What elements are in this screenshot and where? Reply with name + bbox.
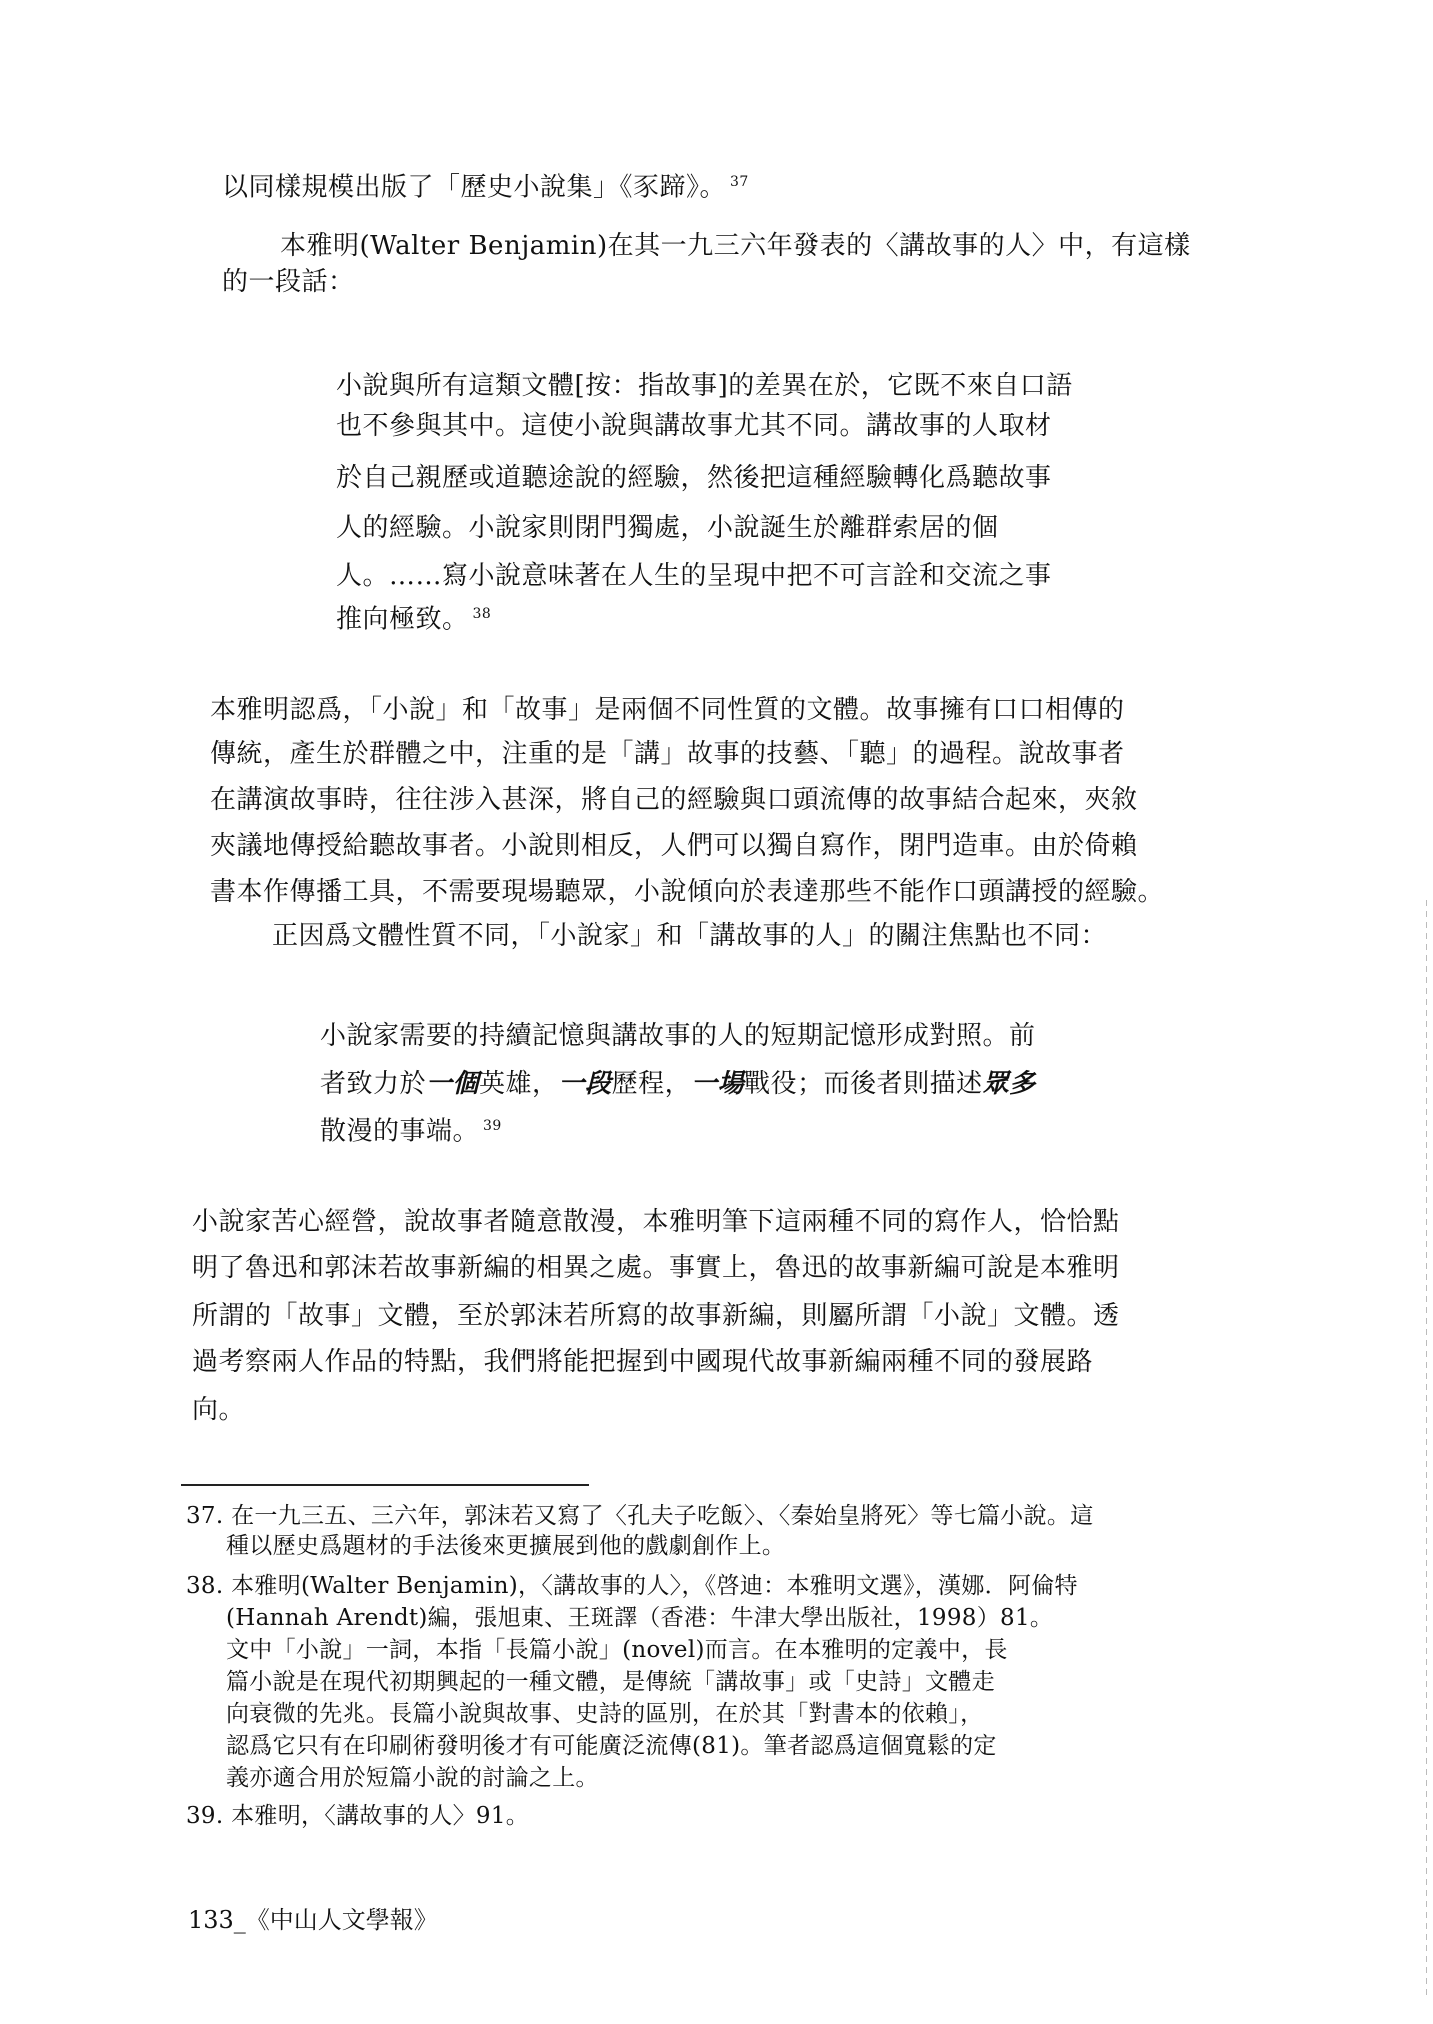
quote-line: 散漫的事端。 $^{39}$ — [320, 1116, 502, 1147]
body-line: 的一段話： — [222, 267, 355, 297]
body-line: 本雅明認爲，「小說」和「故事」是兩個不同性質的文體。故事擁有口口相傳的 — [210, 695, 1125, 725]
scan-edge — [1426, 900, 1427, 2000]
body-line: 在講演故事時，往往涉入甚深，將自己的經驗與口頭流傳的故事結合起來，夾敘 — [210, 785, 1138, 815]
emphasis: 眾多 — [982, 1069, 1036, 1099]
footnote-37-cont: 種以歷史爲題材的手法後來更擴展到他的戲劇創作上。 — [226, 1533, 786, 1559]
quote-line: 小說與所有這類文體[按：指故事]的差異在於，它既不來自口語 — [336, 371, 1073, 401]
body-line: 向。 — [192, 1395, 246, 1425]
footnote-38-cont: 文中「小說」一詞，本指「長篇小說」(novel)而言。在本雅明的定義中，長 — [226, 1637, 1008, 1663]
body-line: 傳統，產生於群體之中，注重的是「講」故事的技藝、「聽」的過程。說故事者 — [210, 739, 1125, 769]
opening-line: 以同樣規模出版了「歷史小說集」《豕蹄》。 $^{37}$ — [222, 172, 749, 203]
quote-line: 人的經驗。小說家則閉門獨處，小說誕生於離群索居的個 — [336, 513, 999, 543]
footnote-38-cont: 義亦適合用於短篇小說的討論之上。 — [226, 1765, 599, 1791]
body-line: 小說家苦心經營，說故事者隨意散漫，本雅明筆下這兩種不同的寫作人，恰恰點 — [192, 1207, 1120, 1237]
emphasis: 一段 — [558, 1069, 612, 1099]
body-line: 過考察兩人作品的特點，我們將能把握到中國現代故事新編兩種不同的發展路 — [192, 1347, 1094, 1377]
footnote-ref-38: 38 — [472, 606, 492, 622]
body-line: 明了魯迅和郭沫若故事新編的相異之處。事實上，魯迅的故事新編可說是本雅明 — [192, 1253, 1120, 1283]
body-line: 正因爲文體性質不同，「小說家」和「講故事的人」的關注焦點也不同： — [272, 921, 1108, 951]
footnote-37: 37. 在一九三五、三六年，郭沫若又寫了〈孔夫子吃飯〉、〈秦始皇將死〉等七篇小說。這 — [186, 1503, 1094, 1529]
body-line: 本雅明(Walter Benjamin)在其一九三六年發表的〈講故事的人〉中，有這樣 — [280, 231, 1191, 261]
footnote-ref-37: 37 — [730, 174, 749, 190]
footnote-divider — [181, 1484, 589, 1486]
footnote-39: 39. 本雅明，〈講故事的人〉91。 — [186, 1803, 530, 1829]
emphasis: 一場 — [691, 1069, 745, 1099]
quote-line: 推向極致。 $^{38}$ — [336, 604, 492, 635]
body-line: 書本作傳播工具，不需要現場聽眾，小說傾向於表達那些不能作口頭講授的經驗。 — [210, 877, 1165, 907]
page-footer: 133_《中山人文學報》 — [188, 1906, 438, 1934]
quote-line: 也不參與其中。這使小說與講故事尤其不同。講故事的人取材 — [336, 411, 1052, 441]
footnote-38: 38. 本雅明(Walter Benjamin)，〈講故事的人〉，《啓迪：本雅明文選》，漢娜．阿倫特 — [186, 1573, 1078, 1599]
footnote-38-cont: (Hannah Arendt)編，張旭東、王斑譯（香港：牛津大學出版社，1998）81。 — [226, 1605, 1054, 1631]
quote-line: 者致力於一個英雄，一段歷程，一場戰役；而後者則描述眾多 — [320, 1069, 1036, 1099]
emphasis: 一個 — [426, 1069, 480, 1099]
quote-line: 人。……寫小說意味著在人生的呈現中把不可言詮和交流之事 — [336, 561, 1052, 591]
footnote-38-cont: 認爲它只有在印刷術發明後才有可能廣泛流傳(81)。筆者認爲這個寬鬆的定 — [226, 1733, 997, 1759]
body-line: 所謂的「故事」文體，至於郭沫若所寫的故事新編，則屬所謂「小說」文體。透 — [192, 1301, 1120, 1331]
quote-line: 於自己親歷或道聽途說的經驗，然後把這種經驗轉化爲聽故事 — [336, 463, 1052, 493]
body-line: 夾議地傳授給聽故事者。小說則相反，人們可以獨自寫作，閉門造車。由於倚賴 — [210, 831, 1138, 861]
footnote-38-cont: 向衰微的先兆。長篇小說與故事、史詩的區別，在於其「對書本的依賴」， — [226, 1701, 984, 1727]
footnote-38-cont: 篇小說是在現代初期興起的一種文體，是傳統「講故事」或「史詩」文體走 — [226, 1669, 995, 1695]
footnote-ref-39: 39 — [483, 1118, 502, 1134]
quote-line: 小說家需要的持續記憶與講故事的人的短期記憶形成對照。前 — [320, 1021, 1036, 1051]
